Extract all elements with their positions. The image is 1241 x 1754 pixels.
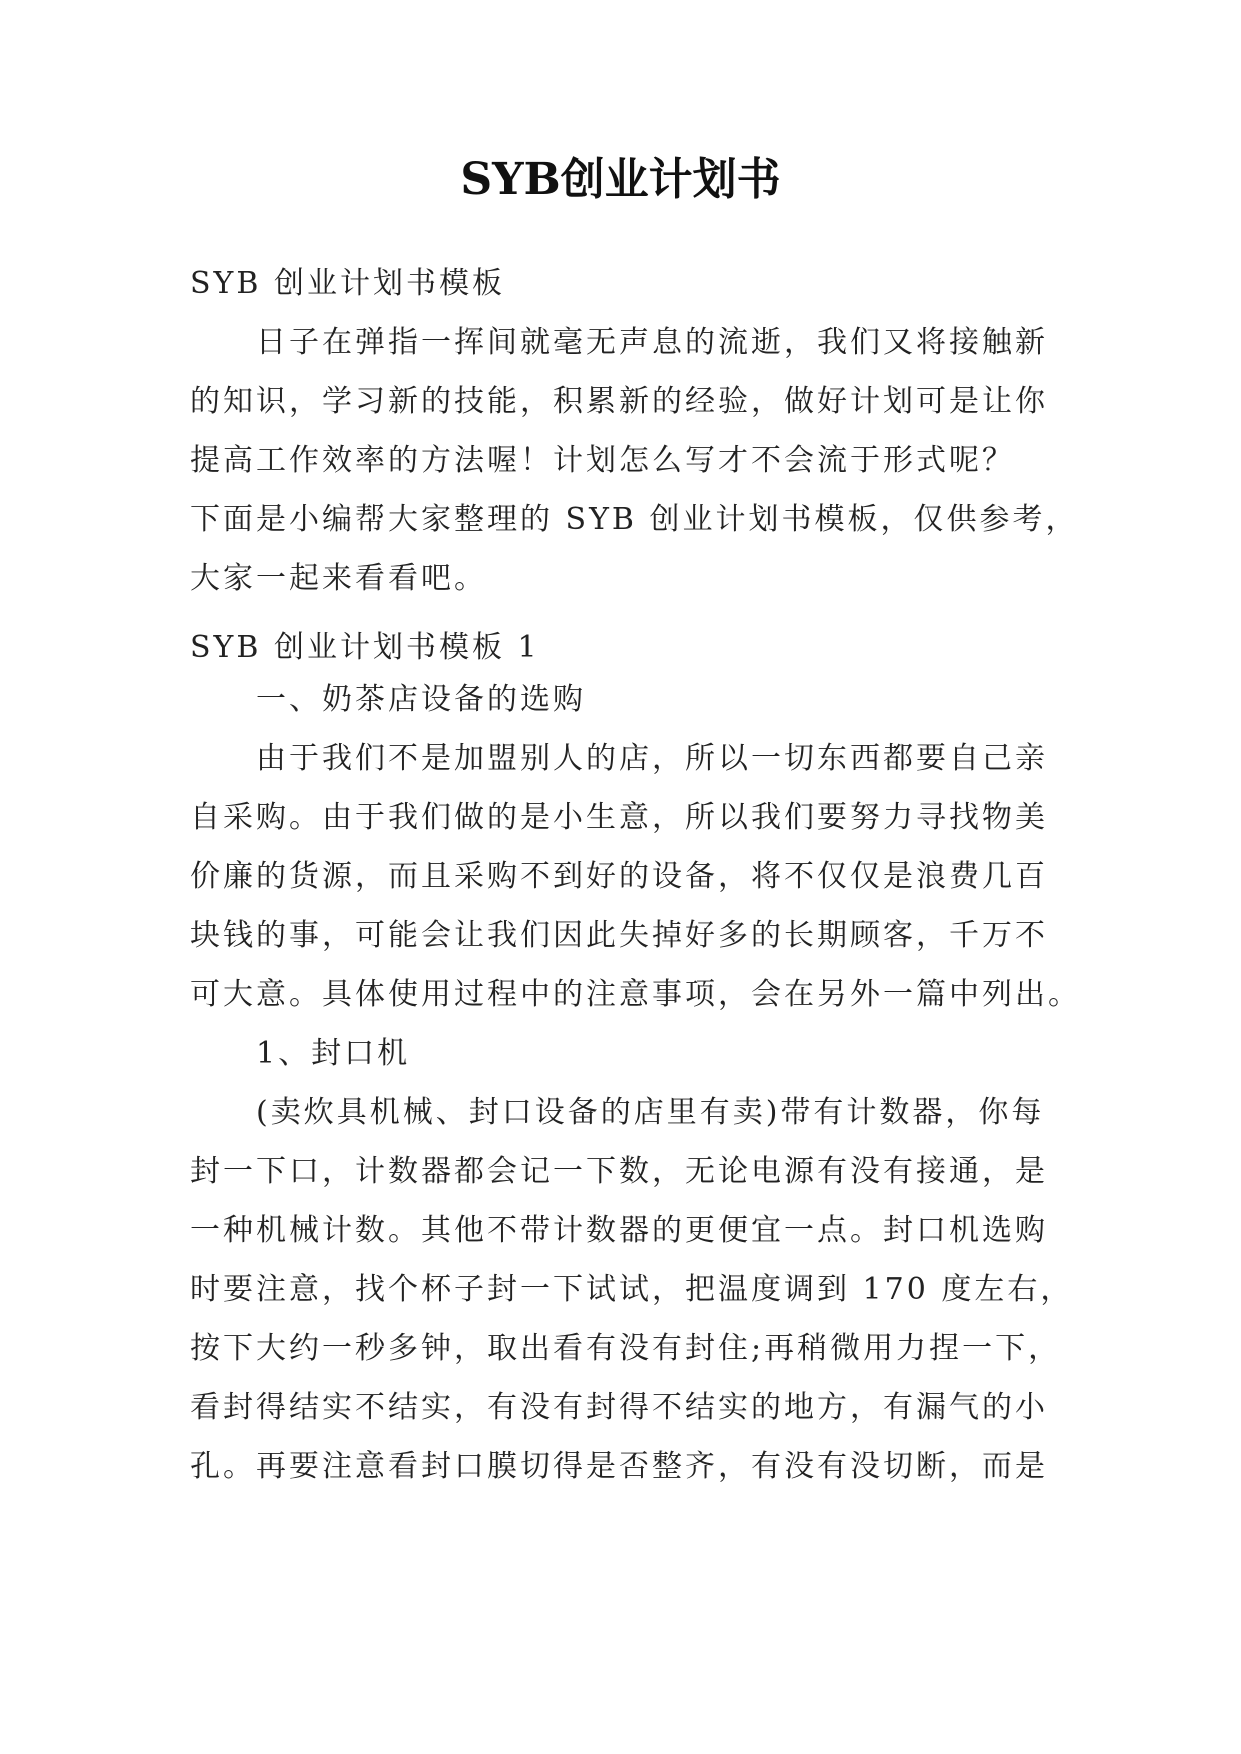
- paragraph-line: 孔。再要注意看封口膜切得是否整齐，有没有没切断，而是: [190, 1449, 1048, 1484]
- procurement-paragraph: [190, 729, 1081, 1024]
- paragraph-line: 的知识，学习新的技能，积累新的经验，做好计划可是让你: [190, 384, 1048, 419]
- item-heading: 1、封口机: [256, 1036, 411, 1071]
- paragraph-line: 一种机械计数。其他不带计数器的更便宜一点。封口机选购: [190, 1213, 1048, 1248]
- paragraph-line: (卖炊具机械、封口设备的店里有卖)带有计数器，你每: [256, 1095, 1045, 1130]
- subsection-heading: 一、奶茶店设备的选购: [256, 682, 586, 717]
- paragraph-line: 看封得结实不结实，有没有封得不结实的地方，有漏气的小: [190, 1390, 1048, 1425]
- document-title: SYB创业计划书: [460, 154, 781, 205]
- paragraph-line: 块钱的事，可能会让我们因此失掉好多的长期顾客，千万不: [190, 918, 1048, 953]
- paragraph-line: 日子在弹指一挥间就毫无声息的流逝，我们又将接触新: [256, 325, 1048, 360]
- paragraph-line: 下面是小编帮大家整理的 SYB 创业计划书模板，仅供参考，: [190, 502, 1079, 537]
- paragraph-line: 时要注意，找个杯子封一下试试，把温度调到 170 度左右，: [190, 1272, 1074, 1307]
- section-heading: SYB 创业计划书模板 1: [190, 630, 540, 665]
- paragraph-line: 可大意。具体使用过程中的注意事项，会在另外一篇中列出。: [190, 977, 1081, 1012]
- paragraph-line: 提高工作效率的方法喔！计划怎么写才不会流于形式呢？: [190, 443, 1015, 478]
- paragraph-line: 由于我们不是加盟别人的店，所以一切东西都要自己亲: [256, 741, 1048, 776]
- sealing-machine-paragraph: [190, 1083, 1074, 1496]
- paragraph-line: 自采购。由于我们做的是小生意，所以我们要努力寻找物美: [190, 800, 1048, 835]
- paragraph-line: 大家一起来看看吧。: [190, 561, 487, 596]
- paragraph-line: 按下大约一秒多钟，取出看有没有封住;再稍微用力捏一下，: [190, 1331, 1062, 1366]
- intro-paragraph: [190, 313, 1079, 608]
- paragraph-line: 封一下口，计数器都会记一下数，无论电源有没有接通，是: [190, 1154, 1048, 1189]
- paragraph-line: 价廉的货源，而且采购不到好的设备，将不仅仅是浪费几百: [190, 859, 1048, 894]
- document-subtitle: SYB 创业计划书模板: [190, 266, 505, 301]
